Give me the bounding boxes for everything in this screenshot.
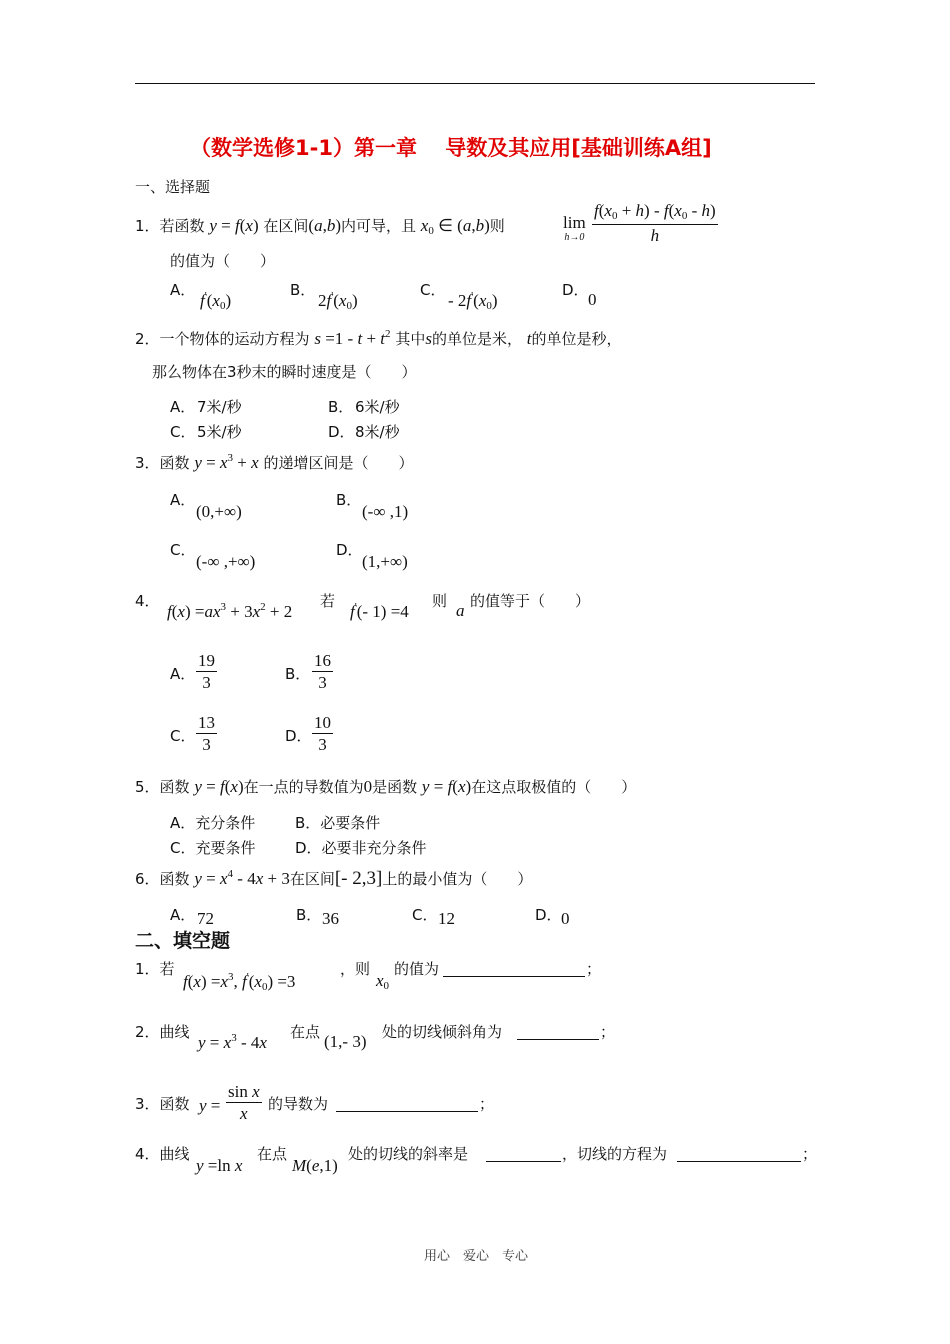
q6-option-d-label: D． — [535, 906, 562, 924]
q6-text-3: 上的最小值为（ ） — [382, 870, 533, 888]
f4-end: ； — [802, 1145, 818, 1163]
q3-text-1: 函数 — [159, 454, 190, 472]
math-expression: x — [230, 777, 238, 796]
fill-1-number — [135, 962, 175, 977]
f4-expression: y =ln x — [196, 1156, 243, 1175]
q6-option-a-label: A． — [170, 906, 196, 924]
math-expression: ( — [224, 777, 231, 796]
math-expression: x — [219, 869, 228, 888]
q6-text-2: 在区间 — [289, 870, 335, 888]
math-expression: 0 — [428, 225, 434, 237]
q3-option-c-label: C． — [170, 541, 196, 559]
q6-option-c: 12 — [438, 909, 455, 928]
q3-option-b: (-∞ ,1) — [362, 502, 409, 521]
q2-option-b: 6米/秒 — [355, 398, 400, 416]
page-footer: 用心 爱心 专心 — [424, 1249, 529, 1264]
fill-3-number — [135, 1097, 190, 1112]
math-expression: [- 2,3] — [334, 868, 383, 889]
question-number: 1． — [135, 960, 160, 978]
fraction-denominator: 3 — [202, 735, 211, 754]
math-expression: ) — [335, 216, 341, 235]
question-number: 3． — [135, 1095, 160, 1113]
math-expression: + — [233, 453, 252, 472]
fraction-numerator: 10 — [314, 713, 331, 732]
q6-option-d: 0 — [561, 909, 570, 928]
limit-subscript: h→0 — [564, 232, 585, 243]
math-expression: y — [194, 777, 202, 796]
math-expression: , — [322, 216, 327, 235]
q1-option-a: $f'(x_0)$ — [200, 290, 232, 312]
q6-option-c-label: C． — [412, 906, 438, 924]
q4-if: 若 — [320, 592, 336, 610]
math-expression: a — [314, 216, 323, 235]
question-number: 2． — [135, 1023, 160, 1041]
q3-option-d: (1,+∞) — [362, 552, 408, 571]
math-expression: = — [201, 453, 220, 472]
q3-option-a-label: A． — [170, 491, 196, 509]
q2-text-1: 一个物体的运动方程为 — [159, 330, 310, 348]
f1-end: ； — [586, 960, 602, 978]
q2-text-4: 的单位是秒， — [531, 330, 622, 348]
q1-option-b-label: B． — [290, 281, 316, 299]
question-number: 1． — [135, 217, 160, 235]
q5-option-a: A．充分条件 — [170, 814, 256, 832]
math-expression: 3 — [227, 452, 234, 464]
q2-option-b-label: B． — [328, 398, 354, 416]
math-expression: ) — [484, 216, 490, 235]
math-expression: - 4 — [233, 869, 256, 888]
question-number-4: 4． — [135, 592, 160, 610]
fraction-numerator: 16 — [314, 651, 331, 670]
math-expression: ) — [237, 777, 244, 796]
answer-blank[interactable] — [517, 1027, 599, 1040]
math-expression: x — [457, 777, 466, 796]
q2-option-d-label: D． — [328, 423, 355, 441]
q2-option-d: 8米/秒 — [355, 423, 400, 441]
math-expression: ( — [452, 777, 458, 796]
q1-continued: 的值为（ ） — [170, 252, 276, 270]
q4-option-c — [196, 714, 217, 753]
q1-option-d: 0 — [588, 290, 597, 309]
f3-expression-lhs: y = — [199, 1096, 221, 1115]
f1-text-3: 的值为 — [394, 960, 440, 978]
q1-text-4: 则 — [489, 217, 505, 235]
answer-blank[interactable] — [443, 964, 585, 977]
section-heading-fill-in: 二、填空题 — [135, 930, 231, 952]
f3-text-2: 的导数为 — [268, 1095, 329, 1113]
math-expression: t — [357, 329, 363, 348]
math-expression: 2 — [385, 328, 391, 340]
math-expression: ) — [252, 216, 259, 235]
q3-option-a: (0,+∞) — [196, 502, 242, 521]
f1-text-1: 若 — [159, 960, 175, 978]
q3-option-d-label: D． — [336, 541, 363, 559]
q3-text-2: 的递增区间是（ ） — [263, 454, 414, 472]
q1-text-2: 在区间 — [263, 217, 309, 235]
math-expression: y — [209, 216, 217, 235]
math-expression: x — [420, 216, 429, 235]
q5-text-4: 在这点取极值的（ ） — [471, 778, 637, 796]
fraction-numerator: sin x — [228, 1082, 260, 1101]
q4-option-b-label: B． — [285, 665, 311, 683]
q1-text-1: 若函数 — [159, 217, 205, 235]
f1-variable: $x_0$ — [376, 971, 390, 992]
q1-option-a-label: A． — [170, 281, 196, 299]
q4-option-c-label: C． — [170, 727, 196, 745]
q2-option-a-label: A． — [170, 398, 196, 416]
q1-option-c: - $2f'(x_0)$ — [448, 290, 498, 312]
f2-text-3: 处的切线倾斜角为 — [382, 1023, 503, 1041]
header-rule — [135, 83, 815, 84]
math-expression: s — [425, 329, 432, 348]
math-expression: ) — [465, 777, 472, 796]
q1-option-d-label: D． — [562, 281, 589, 299]
q1-option-c-label: C． — [420, 281, 446, 299]
q4-option-a-label: A． — [170, 665, 196, 683]
math-expression: y — [194, 453, 202, 472]
question-number: 2． — [135, 330, 160, 348]
f4-text-2: 在点 — [257, 1145, 288, 1163]
question-2-line — [135, 329, 622, 347]
q4-text-1 — [320, 594, 335, 609]
q2-option-a: 7米/秒 — [197, 398, 242, 416]
question-6-line — [135, 869, 532, 888]
q6-text-1: 函数 — [159, 870, 190, 888]
fill-4-number — [135, 1147, 190, 1162]
fraction-denominator: 3 — [202, 673, 211, 692]
fraction-denominator: x — [240, 1104, 248, 1123]
q5-text-1: 函数 — [159, 778, 190, 796]
math-expression: t — [380, 329, 386, 348]
answer-blank[interactable] — [486, 1149, 561, 1162]
fraction-denominator: h — [650, 226, 660, 245]
f3-end: ； — [479, 1095, 495, 1113]
math-expression: y — [194, 869, 202, 888]
f3-fraction — [226, 1083, 262, 1122]
f2-text-1: 曲线 — [159, 1023, 190, 1041]
math-zero: 0 — [363, 777, 373, 796]
f4-text-4: ，切线的方程为 — [562, 1145, 668, 1163]
math-expression: f — [447, 777, 453, 796]
q2-option-c-label: C． — [170, 423, 196, 441]
section-heading-choice: 一、选择题 — [135, 178, 211, 196]
math-expression: + — [362, 329, 381, 348]
q1-text-3: 内可导，且 — [341, 217, 417, 235]
limit-symbol: lim — [563, 213, 586, 232]
answer-blank[interactable] — [677, 1149, 801, 1162]
fraction-numerator: $f(x_0 + h) - f(x_0 - h)$ — [592, 202, 718, 225]
math-expression: x — [219, 453, 228, 472]
fraction-numerator: 19 — [198, 651, 215, 670]
limit-fraction — [592, 202, 718, 244]
q4-option-d-label: D． — [285, 727, 312, 745]
math-expression: b — [475, 216, 485, 235]
math-expression: =1 - — [320, 329, 358, 348]
fraction-numerator: 13 — [198, 713, 215, 732]
math-expression: s — [314, 329, 321, 348]
math-expression: t — [526, 329, 532, 348]
math-expression: f — [234, 216, 240, 235]
f2-end: ； — [600, 1023, 616, 1041]
q5-text-3: 是函数 — [372, 778, 418, 796]
math-expression: ∈ ( — [433, 216, 463, 235]
fill-2-number — [135, 1025, 190, 1040]
q4-text-2: 则 — [432, 592, 448, 610]
math-expression: ( — [239, 216, 246, 235]
math-expression: = — [201, 777, 220, 796]
q4-option-b — [312, 652, 333, 691]
f2-point: (1,- 3) — [324, 1032, 367, 1051]
q2-text-2: 其中 — [395, 330, 426, 348]
math-expression: ( — [308, 216, 315, 235]
math-expression: + 3 — [263, 869, 290, 888]
answer-blank[interactable] — [336, 1099, 478, 1112]
q3-option-b-label: B． — [336, 491, 362, 509]
q5-option-c: C．充要条件 — [170, 839, 256, 857]
q6-option-b: 36 — [322, 909, 339, 928]
q6-option-a: 72 — [197, 909, 214, 928]
f1-expression: $f(x) =x^3$, $f'(x_0) =3$ — [183, 971, 296, 993]
question-1-line — [135, 217, 505, 237]
q4-option-a — [196, 652, 217, 691]
question-number: 5． — [135, 778, 160, 796]
q5-option-d: D．必要非充分条件 — [295, 839, 427, 857]
math-expression: x — [251, 453, 259, 472]
q6-option-b-label: B． — [296, 906, 322, 924]
fraction-denominator: 3 — [318, 673, 327, 692]
f2-expression: $y = x^3 - 4x$ — [198, 1032, 267, 1052]
question-number: 3． — [135, 454, 160, 472]
f2-text-2: 在点 — [290, 1023, 321, 1041]
f4-point: M(e,1) — [292, 1156, 338, 1175]
q4-expression: $f(x) =ax^3 + 3x^2 + 2$ — [167, 601, 293, 621]
page-title: （数学选修1-1）第一章 导数及其应用[基础训练A组] — [190, 136, 712, 160]
q1-option-b: $2f'(x_0)$ — [318, 290, 358, 312]
math-expression: a — [462, 216, 472, 235]
question-number: 6． — [135, 870, 160, 888]
math-expression: b — [326, 216, 336, 235]
math-expression: x — [245, 216, 253, 235]
q4-option-d — [312, 714, 333, 753]
q2-option-c: 5米/秒 — [197, 423, 242, 441]
f4-text-3: 处的切线的斜率是 — [348, 1145, 469, 1163]
q4-condition: f'(- 1) =4 — [350, 601, 409, 621]
q5-text-2: 在一点的导数值为 — [243, 778, 364, 796]
q2-text-3: 的单位是米， — [431, 330, 522, 348]
limit-operator — [563, 214, 586, 243]
math-expression: , — [471, 216, 476, 235]
q5-option-b: B．必要条件 — [295, 814, 381, 832]
math-expression: 4 — [227, 868, 234, 880]
f4-text-1: 曲线 — [159, 1145, 190, 1163]
fraction-denominator: 3 — [318, 735, 327, 754]
question-number: 4． — [135, 1145, 160, 1163]
math-expression: x — [255, 869, 264, 888]
question-3-line — [135, 453, 413, 471]
math-expression: = — [216, 216, 235, 235]
question-5-line — [135, 778, 636, 795]
q3-option-c: (-∞ ,+∞) — [196, 552, 256, 571]
f1-text-2: ，则 — [340, 960, 371, 978]
q2-continued: 那么物体在3秒末的瞬时速度是（ ） — [152, 363, 417, 381]
math-expression: y — [421, 777, 430, 796]
math-expression: = — [429, 777, 448, 796]
math-expression: = — [201, 869, 220, 888]
f3-text-1: 函数 — [159, 1095, 190, 1113]
q4-text-3: 的值等于（ ） — [470, 592, 591, 610]
q4-variable-a: a — [456, 601, 465, 620]
math-expression: f — [219, 777, 225, 796]
